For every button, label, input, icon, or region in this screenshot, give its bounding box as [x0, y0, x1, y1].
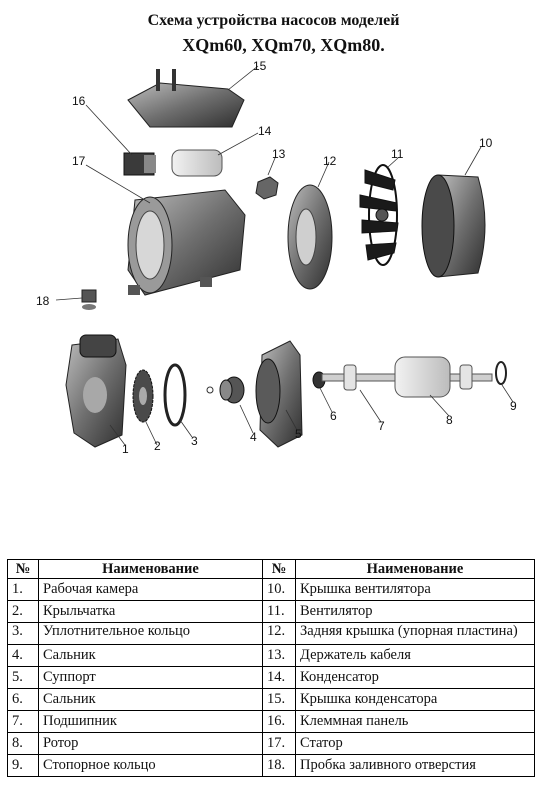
part-name: Клеммная панель — [296, 711, 535, 733]
col-header-name-left: Наименование — [39, 560, 263, 579]
capacitor-shape — [172, 150, 222, 176]
part-name: Вентилятор — [296, 601, 535, 623]
part-name: Крышка вентилятора — [296, 579, 535, 601]
part-number: 8. — [8, 733, 39, 755]
part-name: Держатель кабеля — [296, 645, 535, 667]
part-name: Задняя крышка (упорная пластина) — [296, 623, 535, 645]
part-name: Сальник — [39, 689, 263, 711]
callout-15: 15 — [253, 59, 267, 73]
terminal-panel-shape — [124, 153, 156, 175]
table-row — [8, 601, 535, 623]
pump-chamber-shape — [66, 335, 126, 447]
model-list: XQm60, XQm70, XQm80. — [182, 35, 385, 55]
callout-13: 13 — [272, 147, 286, 161]
part-number: 5. — [8, 667, 39, 689]
part-number: 10. — [263, 579, 296, 601]
part-number: 12. — [263, 623, 296, 645]
col-header-num-right: № — [263, 560, 296, 579]
part-name: Уплотнительное кольцо — [39, 623, 263, 645]
callout-17: 17 — [72, 154, 86, 168]
part-name: Ротор — [39, 733, 263, 755]
callout-16: 16 — [72, 94, 86, 108]
table-row — [8, 733, 535, 755]
part-name: Статор — [296, 733, 535, 755]
table-row — [8, 623, 535, 645]
cable-holder-shape — [256, 177, 278, 199]
page-title: Схема устройства насосов моделей — [147, 12, 400, 29]
part-number: 18. — [263, 755, 296, 777]
exploded-pump-diagram — [0, 55, 547, 480]
part-number: 14. — [263, 667, 296, 689]
callout-9: 9 — [510, 399, 517, 413]
part-number: 9. — [8, 755, 39, 777]
part-name: Сальник — [39, 645, 263, 667]
callout-5: 5 — [295, 427, 302, 441]
part-name: Стопорное кольцо — [39, 755, 263, 777]
part-name: Крышка конденсатора — [296, 689, 535, 711]
part-number: 3. — [8, 623, 39, 645]
table-row — [8, 579, 535, 601]
rotor-shape — [322, 357, 492, 397]
part-name: Пробка заливного отверстия — [296, 755, 535, 777]
stator-housing-shape — [128, 190, 245, 295]
part-number: 15. — [263, 689, 296, 711]
impeller-shape — [133, 370, 153, 422]
callout-7: 7 — [378, 419, 385, 433]
table-row — [8, 689, 535, 711]
table-header-row — [8, 560, 535, 579]
callout-18: 18 — [36, 294, 50, 308]
part-name: Рабочая камера — [39, 579, 263, 601]
part-number: 17. — [263, 733, 296, 755]
callout-10: 10 — [479, 136, 493, 150]
callout-4: 4 — [250, 430, 257, 444]
part-name: Подшипник — [39, 711, 263, 733]
o-ring-shape — [165, 365, 185, 425]
callout-6: 6 — [330, 409, 337, 423]
table-row — [8, 755, 535, 777]
callout-2: 2 — [154, 439, 161, 453]
table-row — [8, 667, 535, 689]
part-number: 16. — [263, 711, 296, 733]
parts-table — [7, 559, 535, 777]
fan-shape — [360, 165, 398, 265]
part-number: 13. — [263, 645, 296, 667]
retaining-ring-shape — [496, 362, 506, 384]
callout-12: 12 — [323, 154, 337, 168]
callout-14: 14 — [258, 124, 272, 138]
rear-cover-shape — [288, 185, 332, 289]
part-number: 11. — [263, 601, 296, 623]
callout-8: 8 — [446, 413, 453, 427]
part-name: Крыльчатка — [39, 601, 263, 623]
fan-cover-shape — [422, 175, 485, 277]
part-number: 6. — [8, 689, 39, 711]
part-name: Суппорт — [39, 667, 263, 689]
part-number: 7. — [8, 711, 39, 733]
seal-shape — [220, 377, 244, 403]
col-header-num-left: № — [8, 560, 39, 579]
table-row — [8, 645, 535, 667]
part-number: 1. — [8, 579, 39, 601]
callout-1: 1 — [122, 442, 129, 456]
part-number: 4. — [8, 645, 39, 667]
callout-3: 3 — [191, 434, 198, 448]
part-name: Конденсатор — [296, 667, 535, 689]
callout-11: 11 — [391, 147, 404, 161]
col-header-name-right: Наименование — [296, 560, 535, 579]
priming-plug-shape — [82, 290, 96, 310]
part-number: 2. — [8, 601, 39, 623]
capacitor-cover-shape — [128, 69, 244, 127]
table-row — [8, 711, 535, 733]
